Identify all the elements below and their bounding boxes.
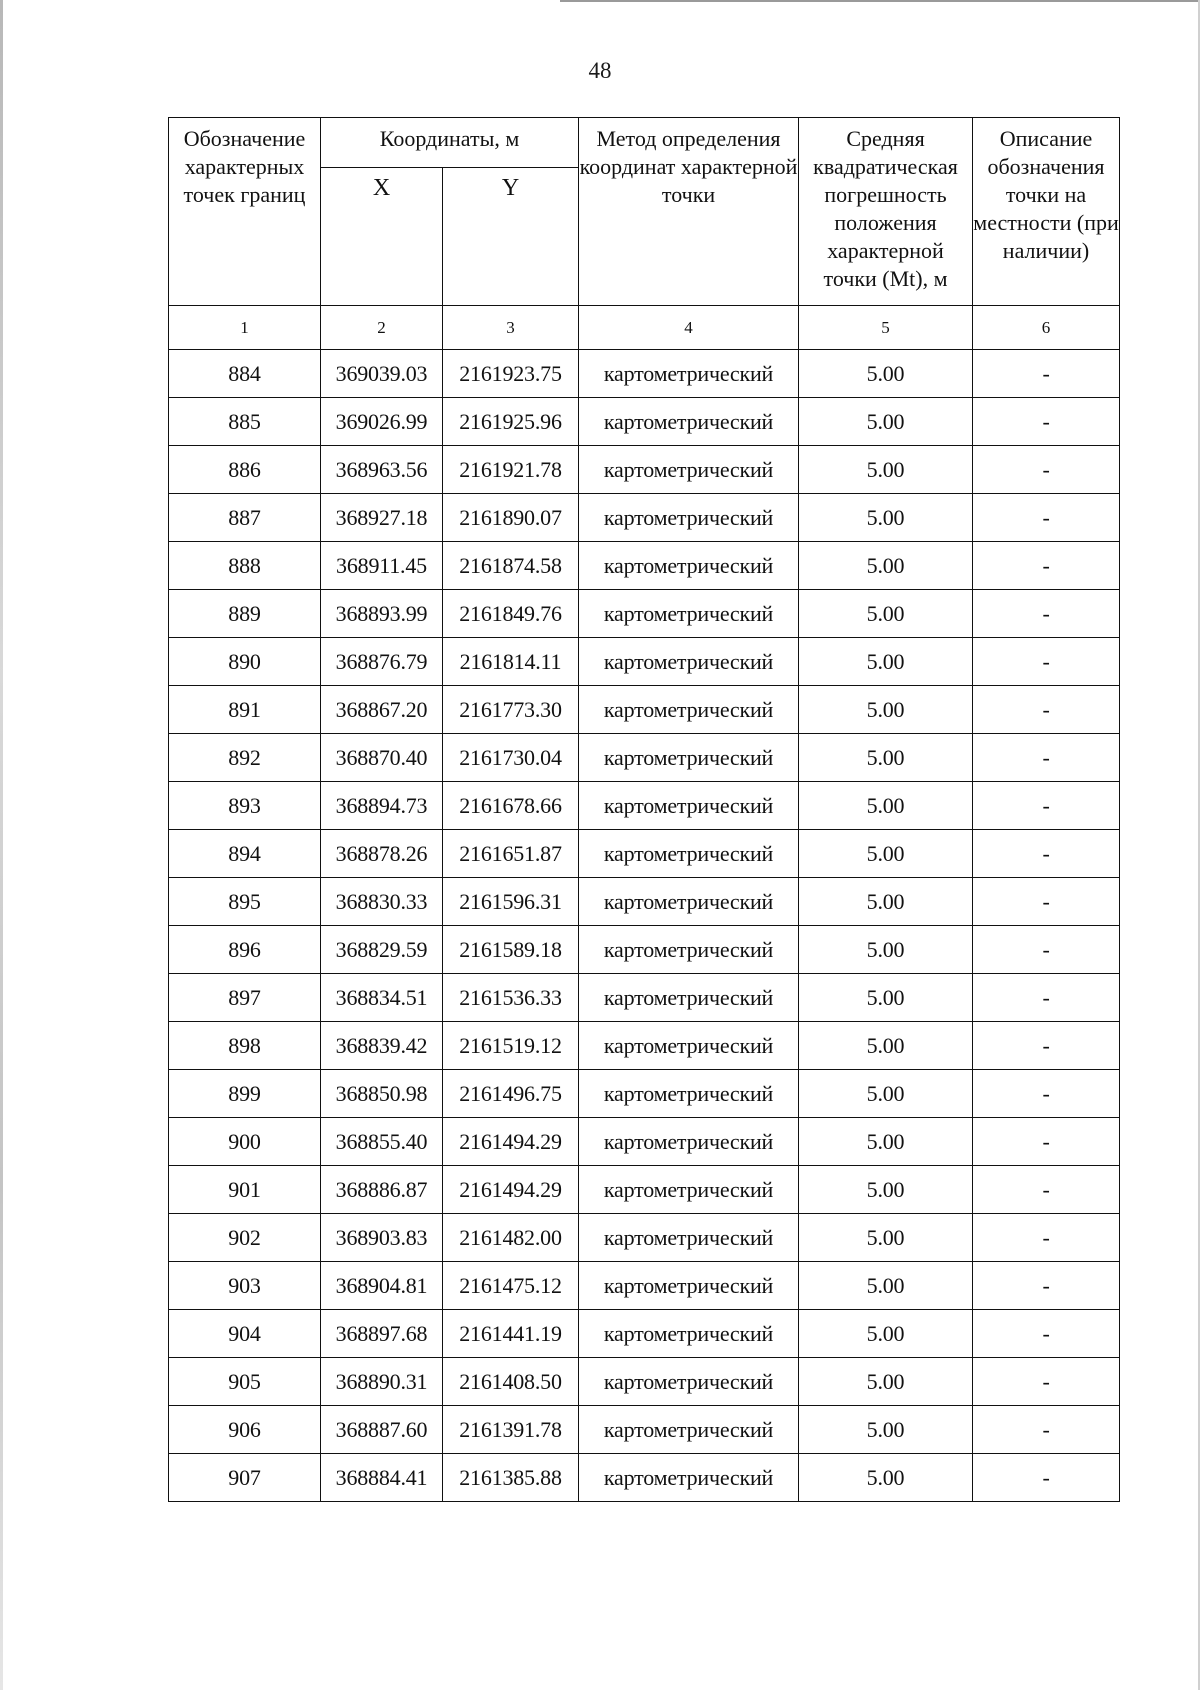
cell-description: -: [973, 398, 1120, 446]
cell-x: 368886.87: [321, 1166, 443, 1214]
cell-error: 5.00: [799, 398, 973, 446]
cell-error: 5.00: [799, 734, 973, 782]
cell-description: -: [973, 782, 1120, 830]
cell-point: 891: [169, 686, 321, 734]
cell-method: картометрический: [579, 974, 799, 1022]
cell-description: -: [973, 1406, 1120, 1454]
cell-y: 2161441.19: [443, 1310, 579, 1358]
table-row: [169, 782, 1120, 830]
cell-point: 886: [169, 446, 321, 494]
cell-point: 902: [169, 1214, 321, 1262]
cell-point: 898: [169, 1022, 321, 1070]
cell-description: -: [973, 1022, 1120, 1070]
table-row: [169, 542, 1120, 590]
cell-y: 2161385.88: [443, 1454, 579, 1502]
cell-error: 5.00: [799, 446, 973, 494]
cell-error: 5.00: [799, 1358, 973, 1406]
cell-x: 368878.26: [321, 830, 443, 878]
header-coordinates: Координаты, м: [321, 118, 579, 168]
cell-description: -: [973, 1166, 1120, 1214]
cell-x: 368870.40: [321, 734, 443, 782]
cell-x: 368876.79: [321, 638, 443, 686]
cell-method: картометрический: [579, 446, 799, 494]
cell-method: картометрический: [579, 1358, 799, 1406]
column-number: 4: [579, 306, 799, 350]
cell-x: 368911.45: [321, 542, 443, 590]
column-number: 3: [443, 306, 579, 350]
cell-description: -: [973, 686, 1120, 734]
boundary-points-table: [168, 117, 1120, 1502]
header-description: Описание обозначения точки на местности (при наличии): [973, 118, 1120, 306]
cell-y: 2161475.12: [443, 1262, 579, 1310]
cell-method: картометрический: [579, 350, 799, 398]
cell-point: 894: [169, 830, 321, 878]
cell-method: картометрический: [579, 398, 799, 446]
cell-description: -: [973, 734, 1120, 782]
cell-description: -: [973, 350, 1120, 398]
table-row: [169, 350, 1120, 398]
cell-point: 904: [169, 1310, 321, 1358]
cell-y: 2161874.58: [443, 542, 579, 590]
cell-method: картометрический: [579, 1070, 799, 1118]
cell-description: -: [973, 1070, 1120, 1118]
cell-method: картометрический: [579, 734, 799, 782]
table-row: [169, 1118, 1120, 1166]
cell-error: 5.00: [799, 1214, 973, 1262]
cell-x: 368893.99: [321, 590, 443, 638]
cell-y: 2161494.29: [443, 1166, 579, 1214]
cell-x: 368894.73: [321, 782, 443, 830]
cell-y: 2161482.00: [443, 1214, 579, 1262]
cell-y: 2161730.04: [443, 734, 579, 782]
table-body: [169, 350, 1120, 1502]
cell-y: 2161890.07: [443, 494, 579, 542]
cell-x: 368855.40: [321, 1118, 443, 1166]
cell-error: 5.00: [799, 542, 973, 590]
cell-y: 2161925.96: [443, 398, 579, 446]
cell-error: 5.00: [799, 1310, 973, 1358]
cell-point: 897: [169, 974, 321, 1022]
cell-description: -: [973, 638, 1120, 686]
cell-point: 893: [169, 782, 321, 830]
cell-point: 907: [169, 1454, 321, 1502]
cell-y: 2161814.11: [443, 638, 579, 686]
header-method: Метод определения координат характерной точки: [579, 118, 799, 306]
cell-description: -: [973, 878, 1120, 926]
cell-y: 2161773.30: [443, 686, 579, 734]
cell-description: -: [973, 1262, 1120, 1310]
table-row: [169, 686, 1120, 734]
cell-x: 368850.98: [321, 1070, 443, 1118]
table-row: [169, 1070, 1120, 1118]
column-number: 6: [973, 306, 1120, 350]
cell-y: 2161391.78: [443, 1406, 579, 1454]
cell-point: 896: [169, 926, 321, 974]
cell-method: картометрический: [579, 638, 799, 686]
table-row: [169, 1310, 1120, 1358]
cell-description: -: [973, 1118, 1120, 1166]
cell-y: 2161494.29: [443, 1118, 579, 1166]
cell-error: 5.00: [799, 1022, 973, 1070]
cell-method: картометрический: [579, 830, 799, 878]
cell-method: картометрический: [579, 1166, 799, 1214]
cell-method: картометрический: [579, 1022, 799, 1070]
table-row: [169, 734, 1120, 782]
cell-method: картометрический: [579, 1454, 799, 1502]
header-y: Y: [443, 168, 579, 306]
cell-method: картометрический: [579, 494, 799, 542]
cell-point: 905: [169, 1358, 321, 1406]
cell-method: картометрический: [579, 782, 799, 830]
cell-point: 901: [169, 1166, 321, 1214]
column-number: 1: [169, 306, 321, 350]
column-number-row: [169, 306, 1120, 350]
column-number: 2: [321, 306, 443, 350]
table-row: [169, 878, 1120, 926]
cell-y: 2161496.75: [443, 1070, 579, 1118]
cell-description: -: [973, 1310, 1120, 1358]
cell-point: 887: [169, 494, 321, 542]
table-row: [169, 494, 1120, 542]
table-row: [169, 830, 1120, 878]
cell-error: 5.00: [799, 638, 973, 686]
table-row: [169, 398, 1120, 446]
cell-method: картометрический: [579, 1310, 799, 1358]
cell-y: 2161678.66: [443, 782, 579, 830]
cell-point: 900: [169, 1118, 321, 1166]
cell-method: картометрический: [579, 542, 799, 590]
cell-point: 906: [169, 1406, 321, 1454]
column-number: 5: [799, 306, 973, 350]
table-row: [169, 1406, 1120, 1454]
cell-x: 368839.42: [321, 1022, 443, 1070]
table-row: [169, 446, 1120, 494]
cell-description: -: [973, 542, 1120, 590]
cell-y: 2161408.50: [443, 1358, 579, 1406]
cell-description: -: [973, 446, 1120, 494]
cell-point: 890: [169, 638, 321, 686]
cell-method: картометрический: [579, 878, 799, 926]
cell-point: 892: [169, 734, 321, 782]
scan-edge-top: [560, 0, 1200, 2]
cell-x: 368834.51: [321, 974, 443, 1022]
cell-description: -: [973, 830, 1120, 878]
cell-point: 903: [169, 1262, 321, 1310]
cell-x: 368963.56: [321, 446, 443, 494]
scan-edge-left: [0, 0, 3, 1690]
cell-method: картометрический: [579, 1118, 799, 1166]
cell-y: 2161921.78: [443, 446, 579, 494]
cell-x: 368927.18: [321, 494, 443, 542]
cell-y: 2161651.87: [443, 830, 579, 878]
cell-error: 5.00: [799, 590, 973, 638]
cell-method: картометрический: [579, 686, 799, 734]
cell-error: 5.00: [799, 1118, 973, 1166]
cell-point: 895: [169, 878, 321, 926]
cell-x: 369039.03: [321, 350, 443, 398]
cell-error: 5.00: [799, 974, 973, 1022]
table-row: [169, 1022, 1120, 1070]
table-row: [169, 974, 1120, 1022]
cell-method: картометрический: [579, 1262, 799, 1310]
cell-error: 5.00: [799, 782, 973, 830]
cell-error: 5.00: [799, 686, 973, 734]
cell-y: 2161923.75: [443, 350, 579, 398]
cell-error: 5.00: [799, 926, 973, 974]
page-number: 48: [588, 58, 612, 83]
cell-error: 5.00: [799, 830, 973, 878]
cell-point: 884: [169, 350, 321, 398]
cell-error: 5.00: [799, 1454, 973, 1502]
cell-y: 2161519.12: [443, 1022, 579, 1070]
cell-y: 2161849.76: [443, 590, 579, 638]
cell-x: 368884.41: [321, 1454, 443, 1502]
cell-description: -: [973, 494, 1120, 542]
cell-description: -: [973, 590, 1120, 638]
header-x: X: [321, 168, 443, 306]
cell-method: картометрический: [579, 590, 799, 638]
cell-description: -: [973, 1358, 1120, 1406]
cell-method: картометрический: [579, 1406, 799, 1454]
cell-point: 889: [169, 590, 321, 638]
cell-point: 899: [169, 1070, 321, 1118]
cell-error: 5.00: [799, 1070, 973, 1118]
cell-x: 368829.59: [321, 926, 443, 974]
cell-description: -: [973, 974, 1120, 1022]
table-row: [169, 1358, 1120, 1406]
cell-description: -: [973, 1214, 1120, 1262]
table-row: [169, 638, 1120, 686]
table-row: [169, 590, 1120, 638]
header-row-top: [169, 118, 1120, 168]
table-row: [169, 1214, 1120, 1262]
cell-error: 5.00: [799, 494, 973, 542]
table-row: [169, 1262, 1120, 1310]
table-row: [169, 926, 1120, 974]
cell-x: 368890.31: [321, 1358, 443, 1406]
cell-error: 5.00: [799, 1262, 973, 1310]
table-row: [169, 1454, 1120, 1502]
cell-description: -: [973, 926, 1120, 974]
cell-method: картометрический: [579, 926, 799, 974]
cell-description: -: [973, 1454, 1120, 1502]
cell-point: 888: [169, 542, 321, 590]
cell-x: 368903.83: [321, 1214, 443, 1262]
cell-y: 2161589.18: [443, 926, 579, 974]
cell-x: 368904.81: [321, 1262, 443, 1310]
cell-x: 368830.33: [321, 878, 443, 926]
cell-x: 368897.68: [321, 1310, 443, 1358]
cell-x: 368867.20: [321, 686, 443, 734]
header-error: Средняя квадратическая погрешность положения характерной точки (Mt), м: [799, 118, 973, 306]
cell-error: 5.00: [799, 1406, 973, 1454]
cell-x: 368887.60: [321, 1406, 443, 1454]
cell-x: 369026.99: [321, 398, 443, 446]
cell-error: 5.00: [799, 878, 973, 926]
table-row: [169, 1166, 1120, 1214]
header-point: Обозначение характерных точек границ: [169, 118, 321, 306]
cell-point: 885: [169, 398, 321, 446]
cell-y: 2161536.33: [443, 974, 579, 1022]
cell-error: 5.00: [799, 350, 973, 398]
cell-method: картометрический: [579, 1214, 799, 1262]
cell-y: 2161596.31: [443, 878, 579, 926]
cell-error: 5.00: [799, 1166, 973, 1214]
